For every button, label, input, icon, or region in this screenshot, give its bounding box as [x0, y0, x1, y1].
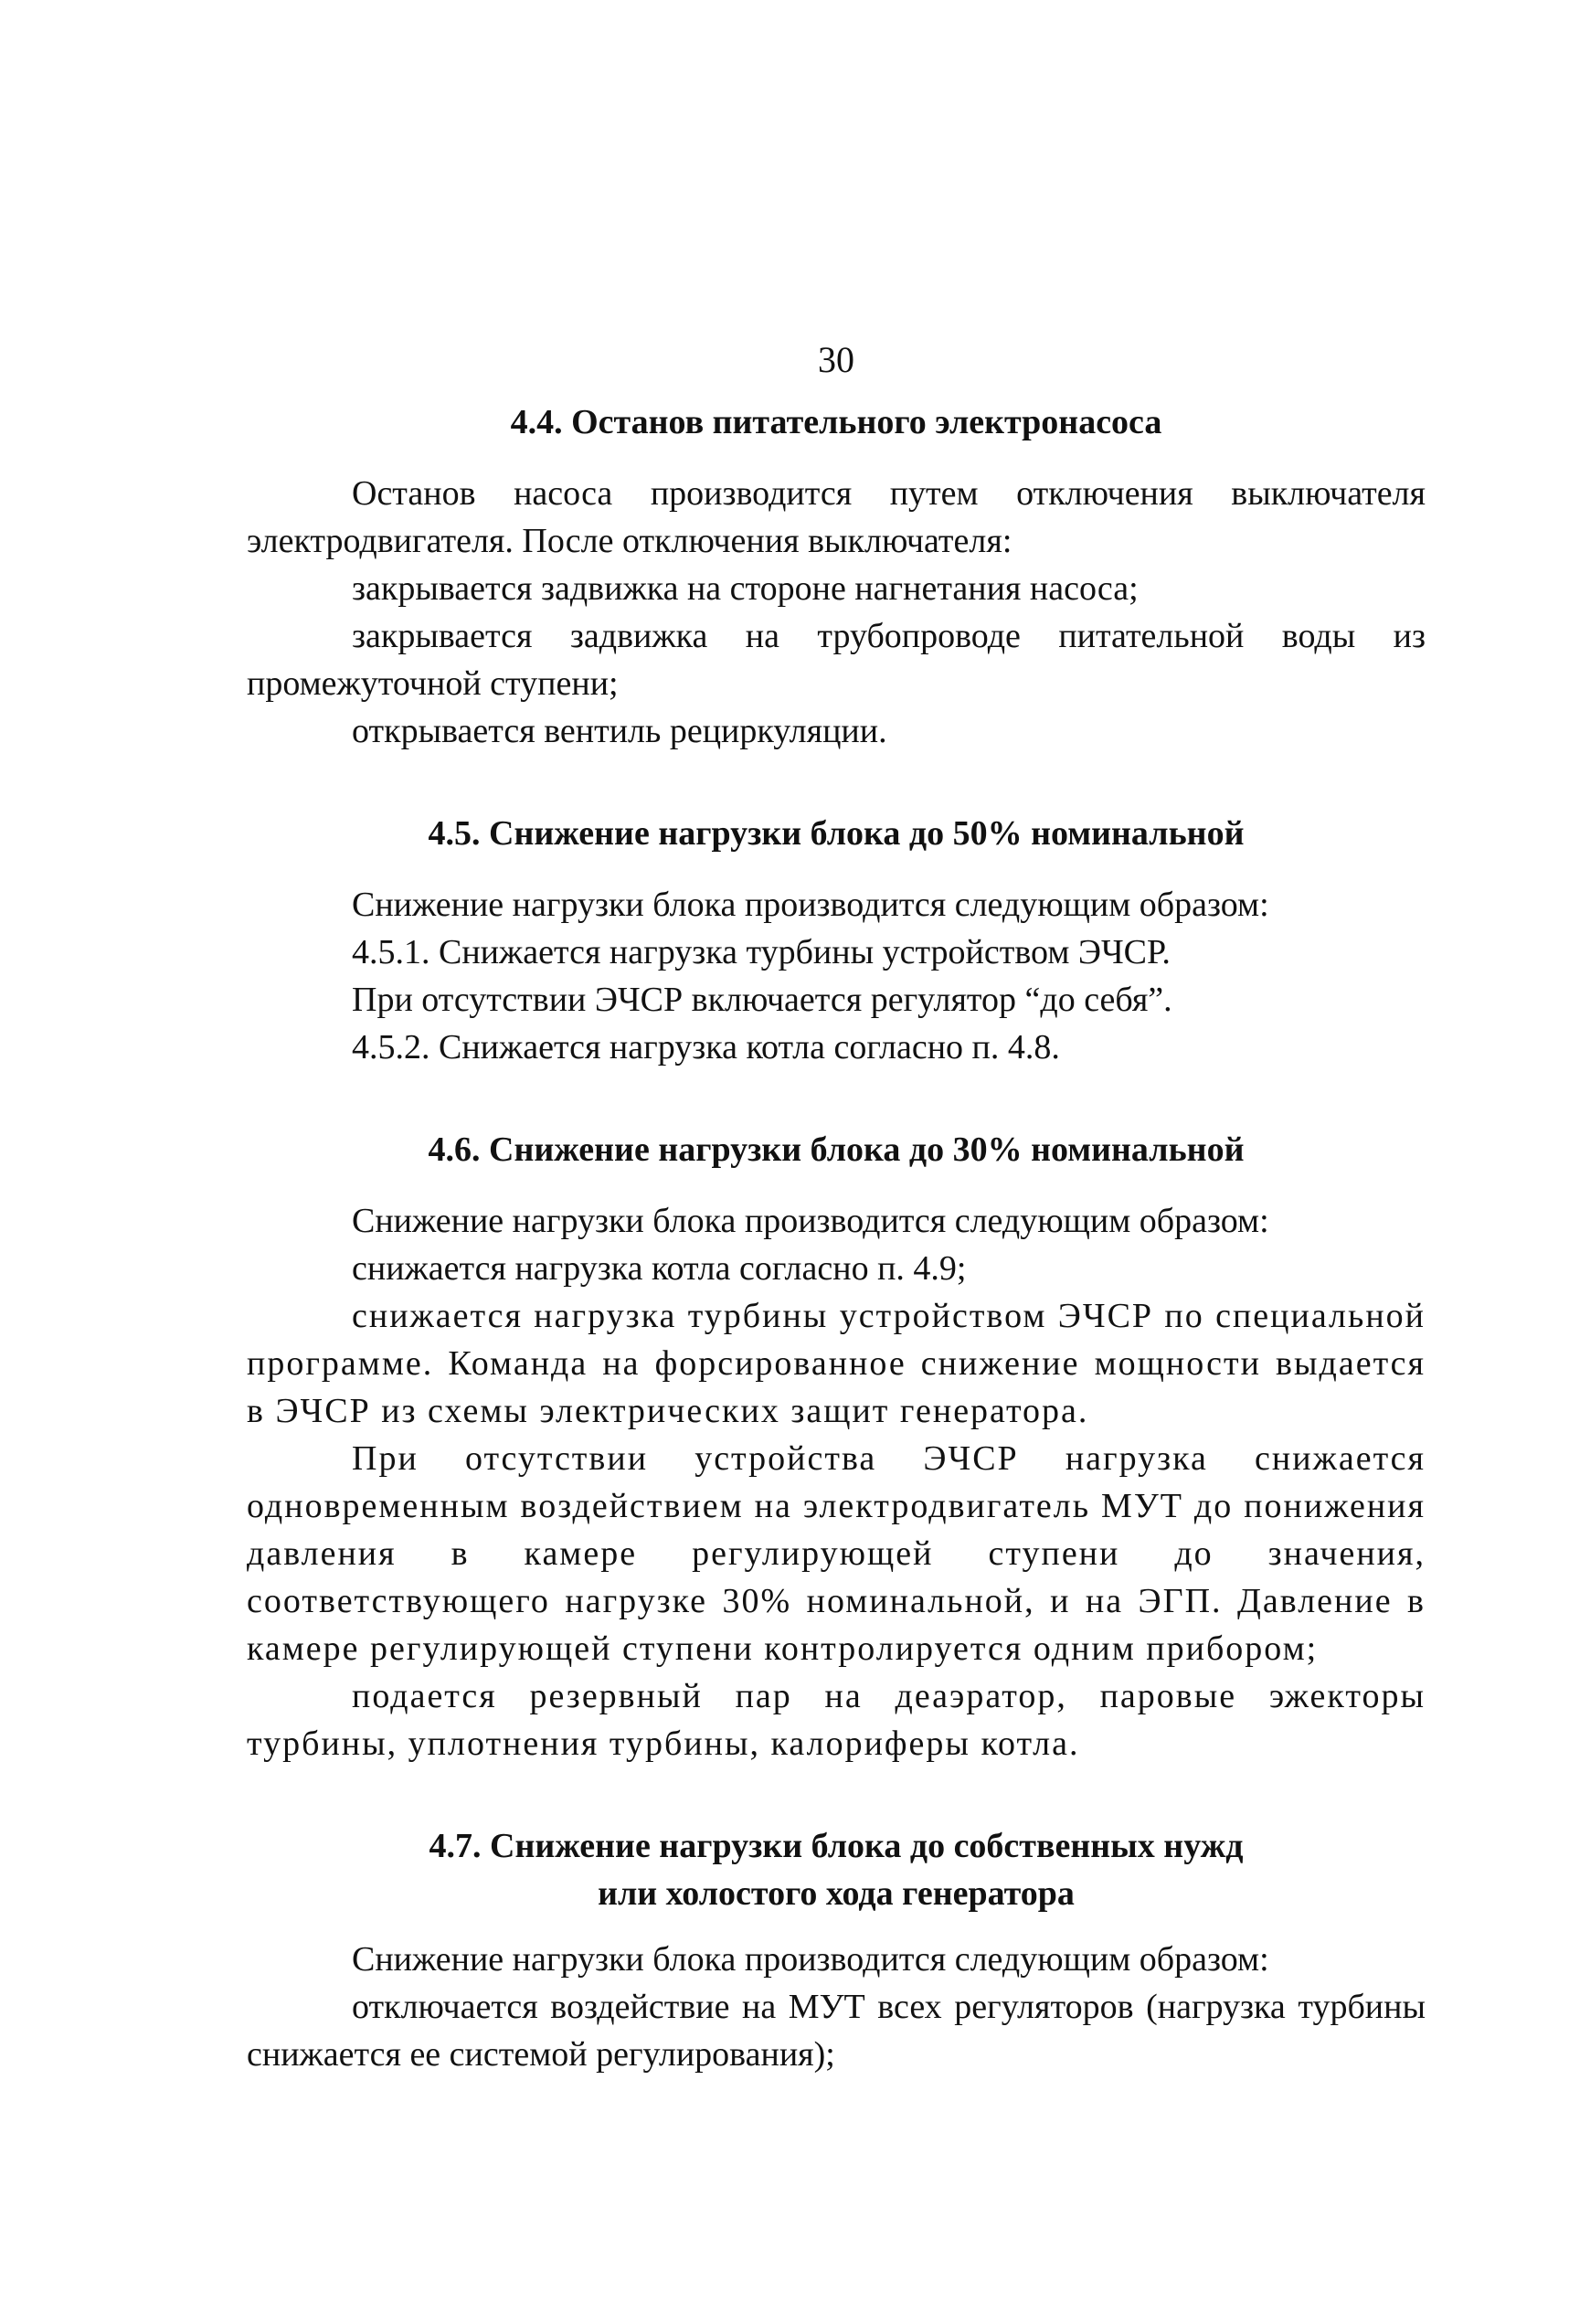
- paragraph: снижается нагрузка турбины устройством ЭЧСР по специальной программе. Команда на форсированное снижение мощности выдается в ЭЧСР из схемы электрических защит генератора.: [247, 1297, 1426, 1430]
- section-heading-line: 4.7. Снижение нагрузки блока до собственных нужд: [429, 1827, 1244, 1865]
- paragraph: Снижение нагрузки блока производится следующим образом:: [352, 1202, 1269, 1240]
- paragraph: закрывается задвижка на стороне нагнетания насоса;: [352, 569, 1139, 608]
- section-heading: 4.5. Снижение нагрузки блока до 50% номинальной: [428, 814, 1245, 853]
- section-4-4: [247, 398, 1426, 755]
- paragraph: 4.5.2. Снижается нагрузка котла согласно п. 4.8.: [352, 1028, 1060, 1066]
- paragraph: Снижение нагрузки блока производится следующим образом:: [352, 886, 1269, 924]
- section-4-7: [247, 1822, 1426, 2078]
- page-number: 30: [818, 339, 854, 380]
- paragraph: 4.5.1. Снижается нагрузка турбины устройством ЭЧСР.: [352, 933, 1171, 971]
- section-heading: 4.6. Снижение нагрузки блока до 30% номинальной: [428, 1130, 1245, 1169]
- document-page: [247, 338, 1426, 2133]
- paragraph: открывается вентиль рециркуляции.: [352, 712, 887, 750]
- section-heading: 4.4. Останов питательного электронасоса: [510, 403, 1162, 441]
- section-heading: [247, 1822, 1426, 1917]
- section-4-6: [247, 1126, 1426, 1767]
- section-4-5: [247, 810, 1426, 1071]
- paragraph: При отсутствии устройства ЭЧСР нагрузка снижается одновременным воздействием на электродвигатель МУТ до понижения давления в камере регулирующей ступени до значения, соответствующего нагрузке 30% номинальной, и на ЭГП. Давление в камере регулирующей ступени контролируется одним прибором;: [247, 1439, 1426, 1668]
- paragraph: Останов насоса производится путем отключения выключателя электродвигателя. После отключения выключателя:: [247, 474, 1426, 560]
- paragraph: Снижение нагрузки блока производится следующим образом:: [352, 1940, 1269, 1979]
- section-heading-line: или холостого хода генератора: [598, 1874, 1075, 1913]
- paragraph: закрывается задвижка на трубопроводе питательной воды из промежуточной ступени;: [247, 617, 1426, 703]
- paragraph: снижается нагрузка котла согласно п. 4.9;: [352, 1249, 967, 1288]
- paragraph: отключается воздействие на МУТ всех регуляторов (нагрузка турбины снижается ее системой регулирования);: [247, 1988, 1426, 2074]
- paragraph: подается резервный пар на деаэратор, паровые эжекторы турбины, уплотнения турбины, калориферы котла.: [247, 1677, 1426, 1763]
- paragraph: При отсутствии ЭЧСР включается регулятор “до себя”.: [352, 981, 1172, 1019]
